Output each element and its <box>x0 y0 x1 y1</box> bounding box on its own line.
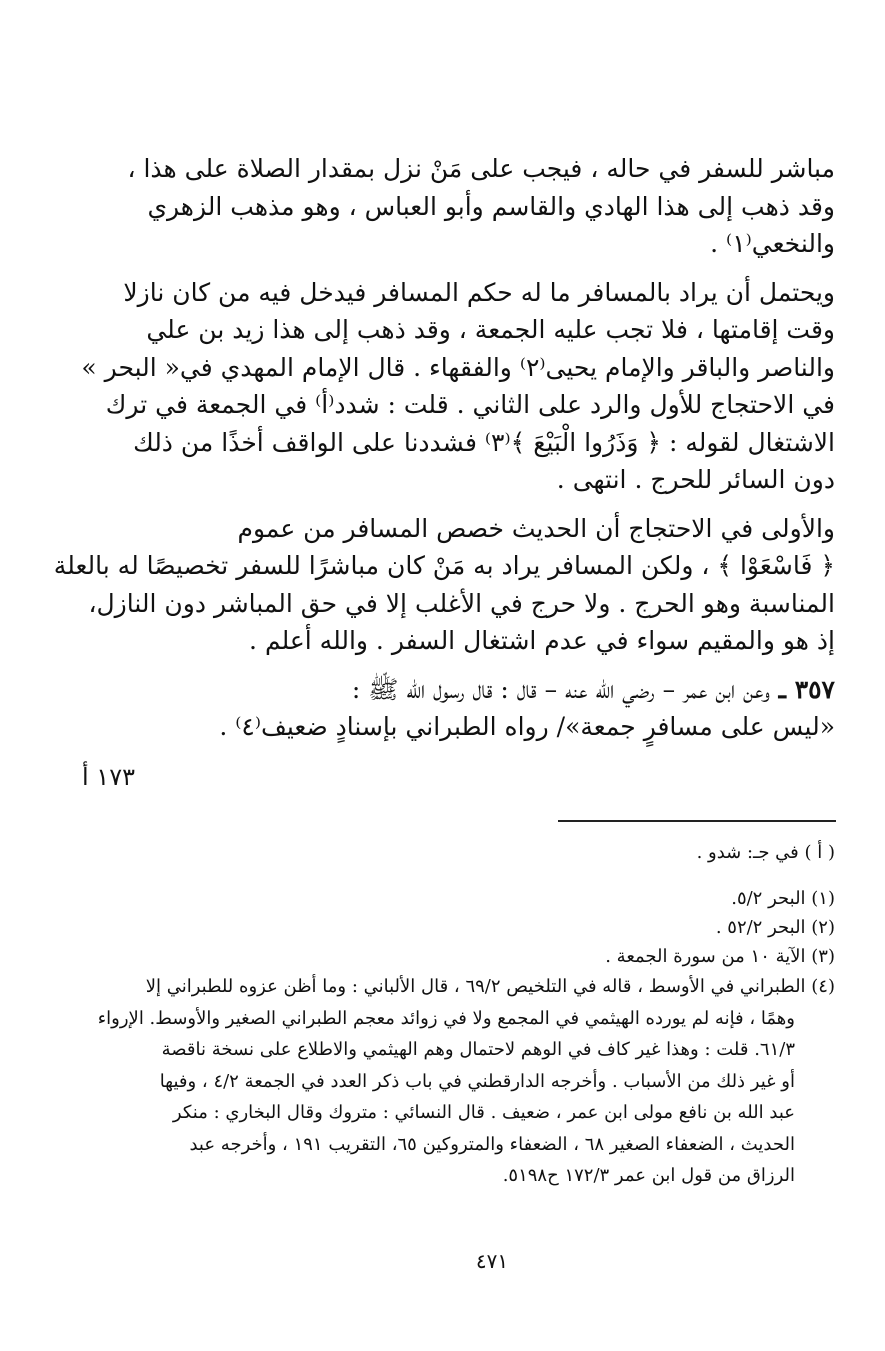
text-line: والأولى في الاحتجاج أن الحديث خصص المسافر من عموم <box>237 513 835 543</box>
footnote-line: وهمًا ، فإنه لم يورده الهيثمي في المجمع ولا في زوائد معجم الطبراني الصغير والأوسط. الإرواء <box>97 1007 795 1029</box>
footnote-line: (٤) الطبراني في الأوسط ، قاله في التلخيص ٦٩/٢ ، قال الألباني : وما أظن عزوه للطبراني إلا <box>145 976 835 997</box>
hadith-number: ٣٥٧ ـ <box>769 674 835 704</box>
footnote-line: أو غير ذلك من الأسباب . وأخرجه الدارقطني في باب ذكر العدد في الجمعة ٤/٢ ، وفيها <box>159 1070 795 1092</box>
footnote-item-4 <box>97 971 835 1192</box>
footnotes <box>97 884 835 1192</box>
footnote-line: الرزاق من قول ابن عمر ١٧٢/٣ ح٥١٩٨. <box>502 1165 795 1186</box>
footnote-line: ٦١/٣. قلت : وهذا غير كاف في الوهم لاحتمال وهم الهيثمي والاطلاع على نسخة ناقصة <box>161 1039 795 1060</box>
text-line: والنخعي⁽١⁾ . <box>710 229 835 258</box>
footnote-item: (١) البحر ٥/٢. <box>731 888 835 909</box>
footnote-line: عبد الله بن نافع مولى ابن عمر ، ضعيف . قال النسائي : متروك وقال البخاري : منكر <box>172 1102 795 1123</box>
text-line: دون السائر للحرج . انتهى . <box>556 465 835 494</box>
hadith-text: وعن ابن عمر – رضي الله عنه – قال : قال رسول الله ﷺ : <box>351 674 770 704</box>
main-text <box>53 150 835 746</box>
footnote-variant: ( أ ) في جـ: شدو . <box>696 842 835 863</box>
manuscript-folio-note: ١٧٣ أ <box>82 763 135 791</box>
text-line: ويحتمل أن يراد بالمسافر ما له حكم المسافر فيدخل فيه من كان نازلا <box>123 277 835 307</box>
text-line: وقد ذهب إلى هذا الهادي والقاسم وأبو العباس ، وهو مذهب الزهري <box>147 191 835 221</box>
text-line: مباشر للسفر في حاله ، فيجب على مَنْ نزل بمقدار الصلاة على هذا ، <box>127 154 835 183</box>
text-line: «ليس على مسافرٍ جمعة»/ رواه الطبراني بإسنادٍ ضعيف⁽٤⁾ . <box>219 712 835 741</box>
text-line: في الاحتجاج للأول والرد على الثاني . قلت : شدد⁽أ⁾ في الجمعة في ترك <box>105 390 835 419</box>
footnote-divider <box>558 820 836 822</box>
text-line: المناسبة وهو الحرج . ولا حرج في الأغلب إلا في حق المباشر دون النازل، <box>88 588 835 618</box>
footnote-line: الحديث ، الضعفاء الصغير ٦٨ ، الضعفاء والمتروكين ٦٥، التقريب ١٩١ ، وأخرجه عبد <box>189 1133 795 1155</box>
text-line: ﴿ فَاسْعَوْا ﴾ ، ولكن المسافر يراد به مَنْ كان مباشرًا للسفر تخصيصًا له بالعلة <box>53 551 835 580</box>
text-line: وقت إقامتها ، فلا تجب عليه الجمعة ، وقد ذهب إلى هذا زيد بن علي <box>146 315 835 344</box>
page-number: ٤٧١ <box>475 1249 509 1273</box>
footnote-item: (٣) الآية ١٠ من سورة الجمعة . <box>605 946 835 967</box>
text-line: والناصر والباقر والإمام يحيى⁽٢⁾ والفقهاء . قال الإمام المهدي في« البحر » <box>81 352 835 382</box>
hadith-line <box>160 671 835 709</box>
text-line: إذ هو والمقيم سواء في عدم اشتغال السفر . والله أعلم . <box>249 626 835 655</box>
text-line: الاشتغال لقوله : ﴿ وَذَرُوا الْبَيْعَ ﴾⁽٣⁾ فشددنا على الواقف أخذًا من ذلك <box>133 427 835 457</box>
footnote-item: (٢) البحر ٥٢/٢ . <box>715 917 835 938</box>
